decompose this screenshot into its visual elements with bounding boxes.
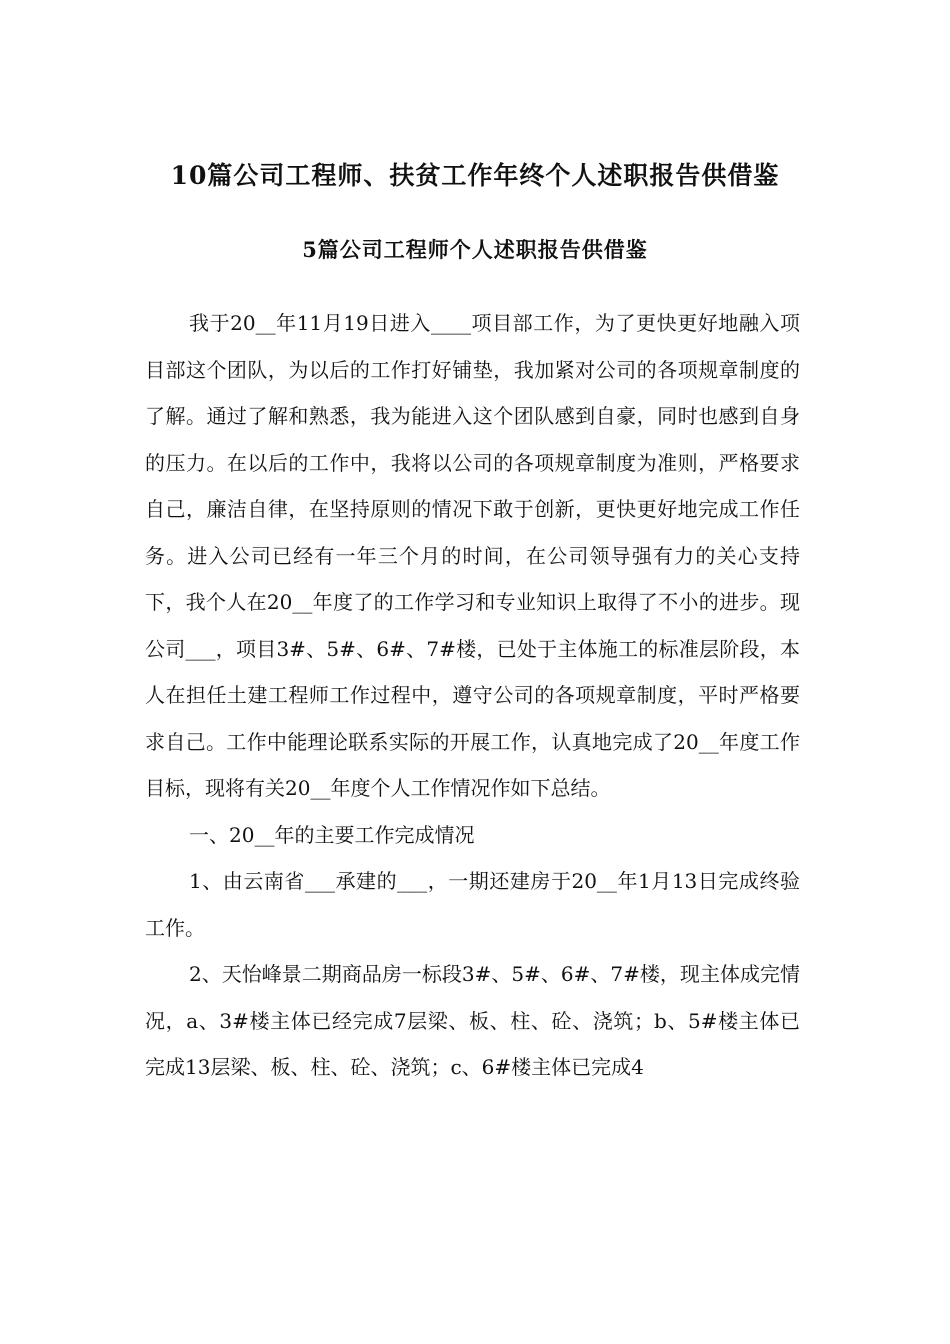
document-subtitle: 5篇公司工程师个人述职报告供借鉴 <box>302 237 648 262</box>
document-title: 10篇公司工程师、扶贫工作年终个人述职报告供借鉴 <box>170 161 780 190</box>
paragraph-item-1: 1、由云南省___承建的___，一期还建房于20__年1月13日完成终验工作。 <box>145 869 800 940</box>
paragraph-item-2: 2、天怡峰景二期商品房一标段3#、5#、6#、7#楼，现主体成完情况，a、3#楼主体已经完成7层梁、板、柱、砼、浇筑；b、5#楼主体已完成13层梁、板、柱、砼、浇筑；c、6#楼主体已完成4 <box>145 962 800 1079</box>
paragraph-intro: 我于20__年11月19日进入____项目部工作，为了更快更好地融入项目部这个团队，为以后的工作打好铺垫，我加紧对公司的各项规章制度的了解。通过了解和熟悉，我为能进入这个团队感到自豪，同时也感到自身的压力。在以后的工作中，我将以公司的各项规章制度为准则，严格要求自己，廉洁自律，在坚持原则的情况下敢于创新，更快更好地完成工作任务。进入公司已经有一年三个月的时间，在公司领导强有力的关心支持下，我个人在20__年度了的工作学习和专业知识上取得了不小的进步。现公司___，项目3#、5#、6#、7#楼，已处于主体施工的标准层阶段，本人在担任土建工程师工作过程中，遵守公司的各项规章制度，平时严格要求自己。工作中能理论联系实际的开展工作，认真地完成了20__年度工作目标，现将有关20__年度个人工作情况作如下总结。 <box>145 311 800 800</box>
paragraph-section-heading: 一、20__年的主要工作完成情况 <box>189 822 475 847</box>
document-body <box>145 300 800 1091</box>
